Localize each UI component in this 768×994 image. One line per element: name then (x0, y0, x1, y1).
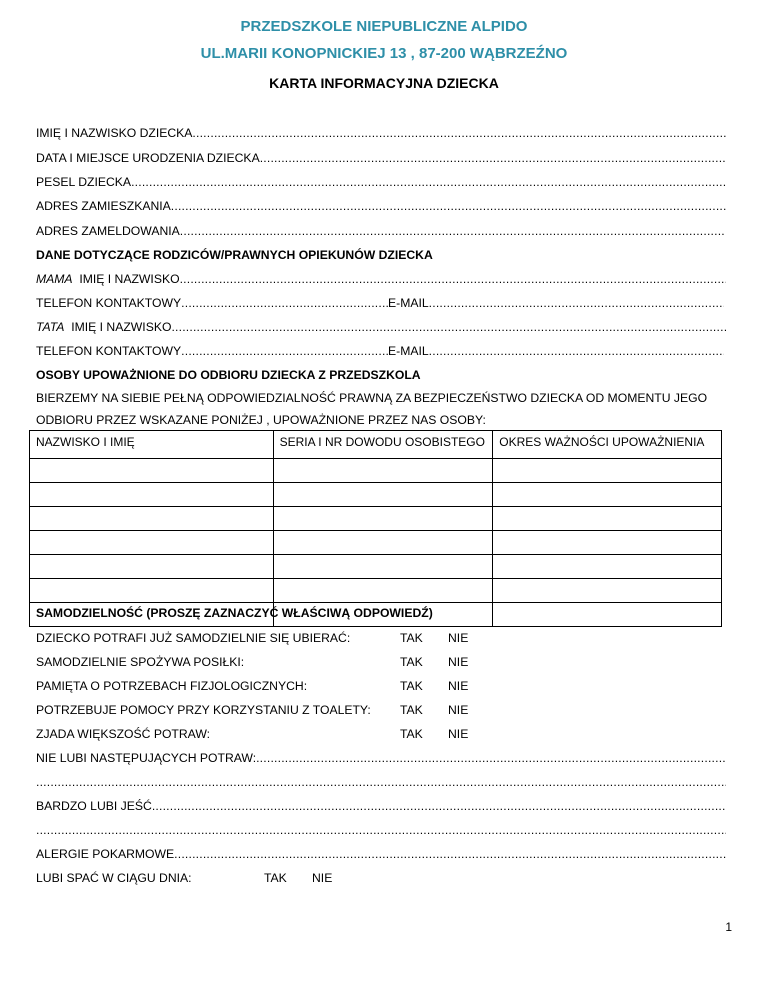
child-birth-field[interactable] (36, 150, 726, 166)
table-cell[interactable] (493, 531, 722, 555)
food-likes-label: BARDZO LUBI JEŚĆ (36, 799, 152, 813)
father-phone-field[interactable] (36, 343, 388, 359)
table-cell[interactable] (273, 555, 493, 579)
independence-question: SAMODZIELNIE SPOŻYWA POSIŁKI: (36, 655, 245, 669)
child-name-field[interactable] (36, 125, 726, 141)
table-cell[interactable] (493, 507, 722, 531)
food-likes-continuation-line[interactable] (36, 822, 726, 838)
column-header-name: NAZWISKO I IMIĘ (30, 431, 274, 459)
mother-phone-field[interactable] (36, 295, 388, 311)
independence-question: DZIECKO POTRAFI JUŻ SAMODZIELNIE SIĘ UBIERAĆ: (36, 631, 351, 645)
mother-name-label: IMIĘ I NAZWISKO (79, 272, 180, 286)
child-registration-field[interactable] (36, 223, 726, 239)
answer-no[interactable]: NIE (448, 655, 469, 669)
answer-no[interactable]: NIE (448, 679, 469, 693)
food-dislikes-field[interactable] (36, 750, 726, 766)
table-cell[interactable] (273, 459, 493, 483)
table-cell[interactable] (30, 579, 274, 603)
father-word: TATA (36, 320, 65, 334)
table-row (30, 507, 722, 531)
independence-question: POTRZEBUJE POMOCY PRZY KORZYSTANIU Z TOALETY: (36, 703, 371, 717)
child-pesel-field[interactable] (36, 174, 726, 190)
father-email-field[interactable] (388, 343, 724, 359)
table-row (30, 459, 722, 483)
table-cell[interactable] (30, 483, 274, 507)
father-email-label: E-MAIL (388, 344, 429, 358)
table-cell[interactable] (493, 459, 722, 483)
authorized-section-title: OSOBY UPOWAŻNIONE DO ODBIORU DZIECKA Z PRZEDSZKOLA (36, 368, 421, 382)
table-cell[interactable] (273, 531, 493, 555)
table-cell[interactable] (30, 507, 274, 531)
answer-yes[interactable]: TAK (400, 631, 423, 645)
table-cell[interactable] (30, 459, 274, 483)
father-phone-label: TELEFON KONTAKTOWY (36, 344, 182, 358)
answer-yes[interactable]: TAK (400, 679, 423, 693)
school-address: UL.MARII KONOPNICKIEJ 13 , 87-200 WĄBRZEŹNO (200, 45, 568, 62)
column-header-id: SERIA I NR DOWODU OSOBISTEGO (273, 431, 493, 459)
table-cell[interactable] (273, 507, 493, 531)
food-allergies-field[interactable] (36, 846, 726, 862)
form-title: KARTA INFORMACYJNA DZIECKA (269, 75, 499, 91)
answer-yes[interactable]: TAK (264, 871, 287, 885)
mother-email-field[interactable] (388, 295, 724, 311)
answer-yes[interactable]: TAK (400, 727, 423, 741)
food-allergies-label: ALERGIE POKARMOWE (36, 847, 175, 861)
table-cell[interactable] (273, 579, 493, 603)
mother-phone-label: TELEFON KONTAKTOWY (36, 296, 182, 310)
column-header-validity: OKRES WAŻNOŚCI UPOWAŻNIENIA (493, 431, 722, 459)
mother-word: MAMA (36, 272, 73, 286)
child-registration-label: ADRES ZAMELDOWANIA (36, 224, 180, 238)
food-dislikes-label: NIE LUBI NASTĘPUJĄCYCH POTRAW: (36, 751, 257, 765)
child-name-label: IMIĘ I NAZWISKO DZIECKA (36, 126, 193, 140)
nap-question: LUBI SPAĆ W CIĄGU DNIA: (36, 871, 192, 885)
child-residence-field[interactable] (36, 198, 726, 214)
food-likes-field[interactable] (36, 798, 726, 814)
answer-no[interactable]: NIE (312, 871, 333, 885)
table-row (30, 531, 722, 555)
child-birth-label: DATA I MIEJSCE URODZENIA DZIECKA (36, 151, 260, 165)
answer-no[interactable]: NIE (448, 703, 469, 717)
answer-no[interactable]: NIE (448, 631, 469, 645)
mother-name-field[interactable] (36, 271, 726, 287)
page-number: 1 (725, 920, 732, 934)
table-cell[interactable] (30, 555, 274, 579)
food-dislikes-continuation-line[interactable] (36, 774, 726, 790)
independence-question: PAMIĘTA O POTRZEBACH FIZJOLOGICZNYCH: (36, 679, 308, 693)
table-cell[interactable] (30, 531, 274, 555)
child-pesel-label: PESEL DZIECKA (36, 175, 132, 189)
table-cell[interactable] (493, 555, 722, 579)
authorized-statement-line1: BIERZEMY NA SIEBIE PEŁNĄ ODPOWIEDZIALNOŚĆ PRAWNĄ ZA BEZPIECZEŃSTWO DZIECKA OD MOMENTU JEGO (36, 391, 708, 405)
table-header-row (30, 431, 722, 459)
answer-yes[interactable]: TAK (400, 703, 423, 717)
answer-no[interactable]: NIE (448, 727, 469, 741)
father-name-label: IMIĘ I NAZWISKO (71, 320, 172, 334)
table-row (30, 555, 722, 579)
table-cell[interactable] (493, 603, 722, 627)
table-cell[interactable] (493, 579, 722, 603)
child-residence-label: ADRES ZAMIESZKANIA (36, 199, 171, 213)
table-cell[interactable] (493, 483, 722, 507)
school-name: PRZEDSZKOLE NIEPUBLICZNE ALPIDO (240, 18, 528, 35)
independence-question: ZJADA WIĘKSZOŚĆ POTRAW: (36, 727, 211, 741)
table-row (30, 579, 722, 603)
independence-section-title: SAMODZIELNOŚĆ (PROSZĘ ZAZNACZYĆ WŁAŚCIWĄ ODPOWIEDŹ) (36, 606, 433, 620)
father-name-field[interactable] (36, 319, 726, 335)
parents-section-title: DANE DOTYCZĄCE RODZICÓW/PRAWNYCH OPIEKUNÓW DZIECKA (36, 248, 433, 262)
mother-email-label: E-MAIL (388, 296, 429, 310)
authorized-persons-table (29, 430, 722, 627)
authorized-statement-line2: ODBIORU PRZEZ WSKAZANE PONIŻEJ , UPOWAŻNIONE PRZEZ NAS OSOBY: (36, 413, 486, 427)
table-row (30, 483, 722, 507)
table-cell[interactable] (273, 483, 493, 507)
answer-yes[interactable]: TAK (400, 655, 423, 669)
